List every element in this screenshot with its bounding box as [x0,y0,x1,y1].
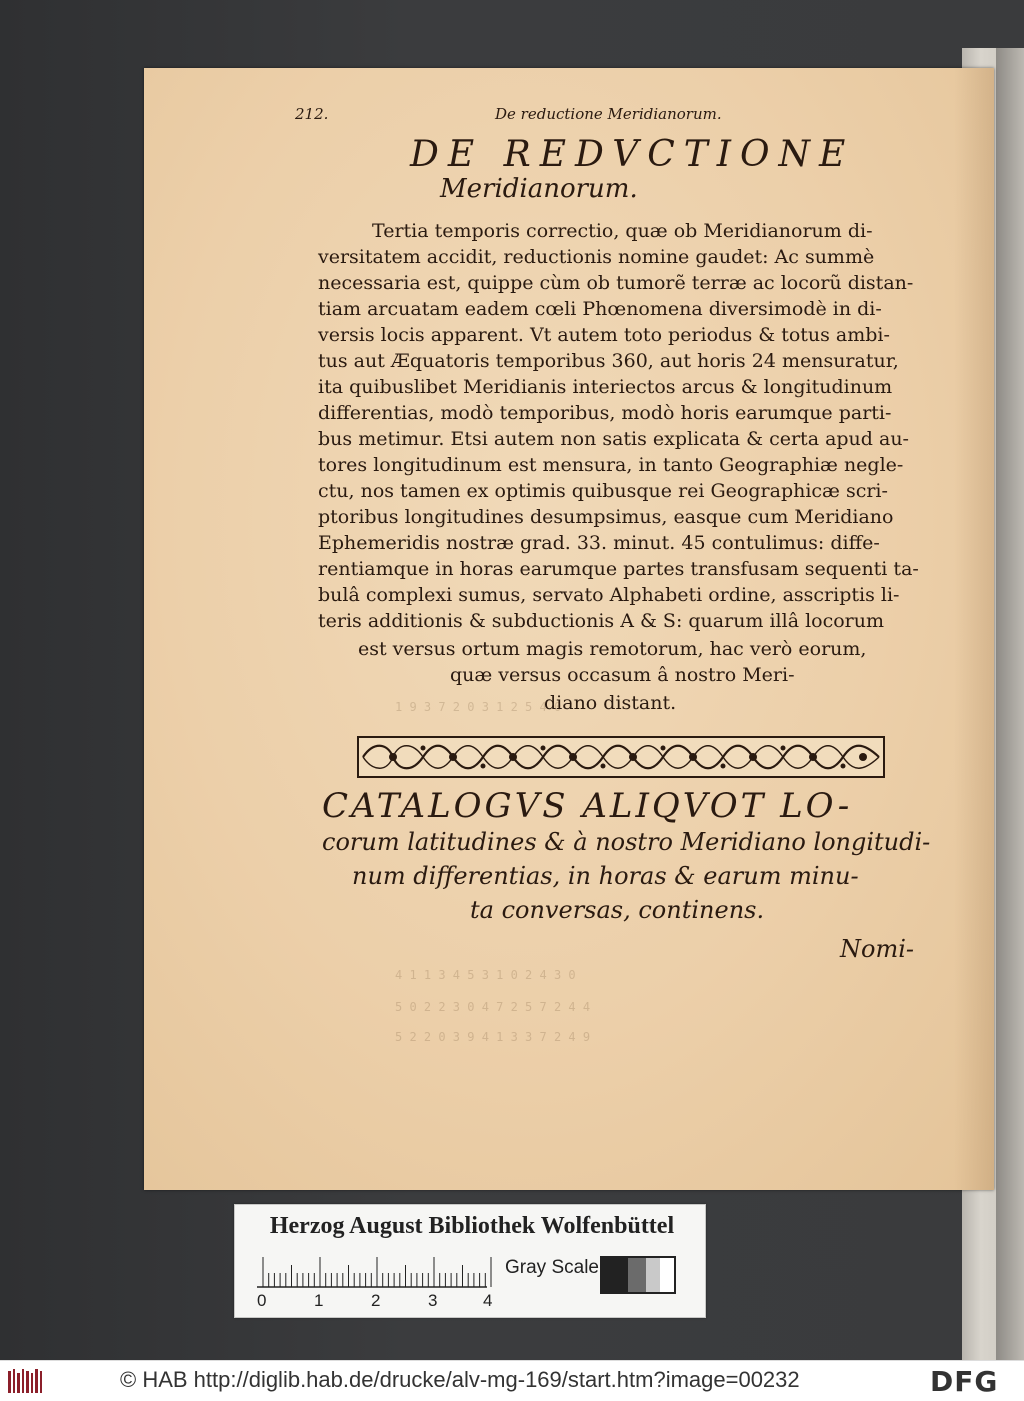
gray-swatch [602,1258,628,1292]
gray-scale-label: Gray Scale [505,1257,599,1278]
ruler-number: 3 [428,1291,438,1310]
chapter-subheading: Meridianorum. [440,174,638,204]
running-head [295,105,765,129]
body-line: tiam arcuatam eadem cœli Phœnomena diversimodè in di- [318,298,882,320]
body-line: versitatem accidit, reductionis nomine gaudet: Ac summè [318,246,875,268]
gray-swatch [628,1258,646,1292]
library-scale-card [234,1204,706,1318]
gray-swatch [660,1258,674,1292]
footer-bar [0,1360,1024,1401]
body-line: tores longitudinum est mensura, in tanto Geographiæ negle- [318,454,904,476]
catchword: Nomi- [840,935,914,963]
body-line: Ephemeridis nostræ grad. 33. minut. 45 contulimus: diffe- [318,532,880,554]
show-through-text: 5 2 2 0 3 9 4 1 3 3 7 2 4 9 [395,1030,591,1044]
catalog-title: CATALOGVS ALIQVOT LO- [322,786,853,826]
body-line: tus aut Æquatoris temporibus 360, aut horis 24 mensuratur, [318,350,899,372]
dfg-logo: DFG [930,1365,999,1398]
body-line: bus metimur. Etsi autem non satis explicata & certa apud au- [318,428,909,450]
catalog-line: num differentias, in horas & earum minu- [352,862,859,890]
show-through-text: 5 0 2 2 3 0 4 7 2 5 7 2 4 4 [395,1000,591,1014]
catalog-line: corum latitudines & à nostro Meridiano longitudi- [322,828,931,856]
body-line: ptoribus longitudines desumpsimus, easque cum Meridiano [318,506,894,528]
book-cover-edge [996,48,1024,1360]
gray-swatch [646,1258,660,1292]
hab-barcode-logo-icon [8,1367,46,1395]
body-line: necessaria est, quippe cùm ob tumorẽ terræ ac locorũ distan- [318,272,914,294]
body-line: differentias, modò temporibus, modò horis earumque parti- [318,402,892,424]
show-through-text: 1 9 3 7 2 0 3 1 2 5 4 0 [395,700,562,714]
catalog-line: ta conversas, continens. [470,896,765,924]
ruler-number: 4 [483,1291,493,1310]
body-line: rentiamque in horas earumque partes transfusam sequenti ta- [318,558,919,580]
body-line: diano distant. [544,692,677,714]
body-line: quæ versus occasum â nostro Meri- [450,664,795,686]
page-number: 212. [295,105,329,123]
show-through-text: 4 1 1 3 4 5 3 1 0 2 4 3 0 [395,968,576,982]
decorative-ornament-band [357,736,885,778]
copyright-url[interactable]: © HAB http://diglib.hab.de/drucke/alv-mg-169/start.htm?image=00232 [120,1367,800,1392]
body-line: versis locis apparent. Vt autem toto periodus & totus ambi- [318,324,890,346]
body-line: ita quibuslibet Meridianis interiectos arcus & longitudinum [318,376,893,398]
library-name: Herzog August Bibliothek Wolfenbüttel [269,1213,675,1239]
body-line: est versus ortum magis remotorum, hac verò eorum, [358,638,867,660]
page-gutter-shadow [954,68,994,1190]
ruler-number: 0 [257,1291,267,1310]
body-line: ctu, nos tamen ex optimis quibusque rei Geographicæ scri- [318,480,888,502]
running-title: De reductione Meridianorum. [495,105,722,123]
ruler-number: 2 [371,1291,381,1310]
chapter-heading: DE REDVCTIONE [410,134,855,175]
ruler-scale [257,1253,497,1289]
gray-scale-swatches [600,1256,676,1294]
ruler-number: 1 [314,1291,324,1310]
body-line: Tertia temporis correctio, quæ ob Meridianorum di- [372,220,873,242]
body-line: teris additionis & subductionis A & S: quarum illâ locorum [318,610,885,632]
body-line: bulâ complexi sumus, servato Alphabeti ordine, asscriptis li- [318,584,900,606]
